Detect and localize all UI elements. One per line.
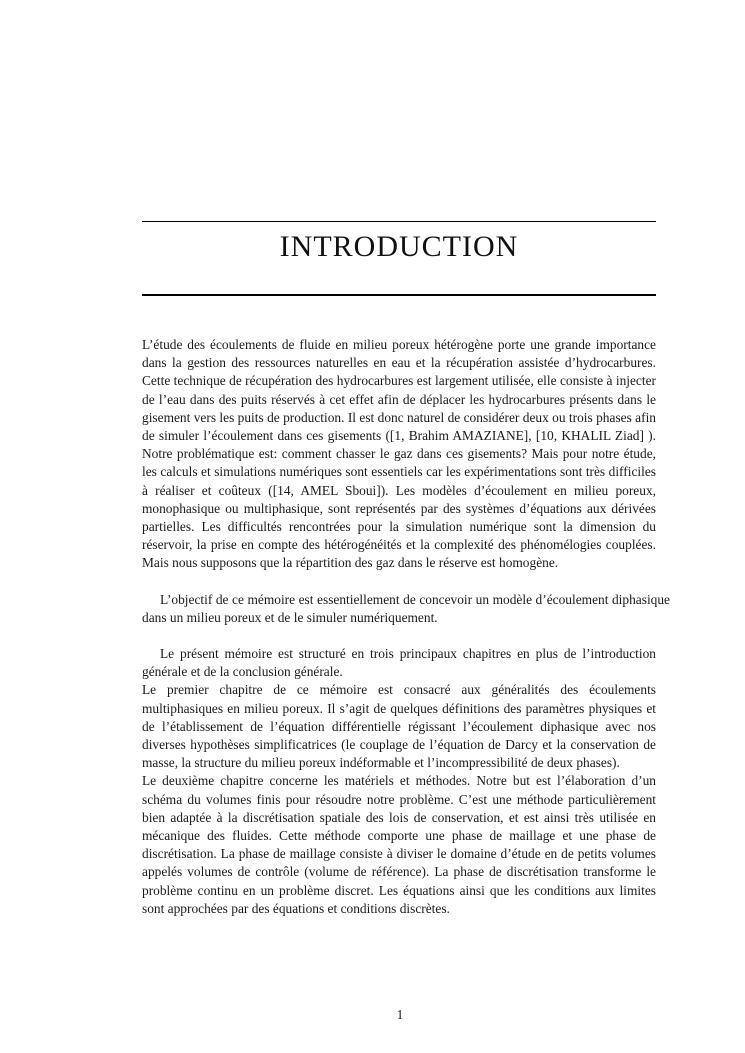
paragraph-context: L’étude des écoulements de fluide en milieu poreux hétérogène porte une grande importance dans la gestion des ressources naturelles en eau et la récupération assistée d’hydrocarbures. Cette technique de récupération des hydrocarbures est largement utilisée, elle consiste à injecter de l’eau dans des puits réservés à cet effet afin de déplacer les hydrocarbures présents dans le gisement vers les puits de production. Il est donc naturel de considérer deux ou trois phases afin de simuler l’écoulement dans ces gisements ([1, Brahim AMAZIANE], [10, KHALIL Ziad] ). Notre problématique est: comment chasser le gaz dans ces gisements? Mais pour notre étude, les calculs et simulations numériques sont essentiels car les expérimentations sont très difficiles à réaliser et coûteux ([14, AMEL Sboui]). Les modèles d’écoulement en milieu poreux, monophasique ou multiphasique, sont représentés par des systèmes d’équations aux dérivées partielles. Les difficultés rencontrées pour la simulation numérique sont la dimension du réservoir, la prise en compte des hétérogénéités et la complexité des phénomélogies couplées. Mais nous supposons que la répartition des gaz dans le réserve est homogène. <box>142 337 656 571</box>
paragraph-structure: Le présent mémoire est structuré en trois principaux chapitres en plus de l’introduction générale et de la conclusion générale. <box>142 646 656 680</box>
paragraph-chapter-two: Le deuxième chapitre concerne les matériels et méthodes. Notre but est l’élaboration d’un schéma du volumes finis pour résoudre notre problème. C’est une méthode particulièrement bien adaptée à la discrétisation spatiale des lois de conservation, et est ainsi très utilisée en mécanique des fluides. Cette méthode comporte une phase de maillage et une phase de discrétisation. La phase de maillage consiste à diviser le domaine d’étude en de petits volumes appelés volumes de contrôle (volume de référence). La phase de discrétisation transforme le problème continu en un problème discret. Les équations ainsi que les conditions aux limites sont approchées par des équations et conditions discrètes. <box>142 773 656 916</box>
page-number: 1 <box>396 1007 404 1022</box>
title-bottom-rule <box>142 294 656 296</box>
paragraph-objective: L’objectif de ce mémoire est essentiellement de concevoir un modèle d’écoulement diphasique dans un milieu poreux et de le simuler numériquement. <box>142 591 670 625</box>
chapter-title: INTRODUCTION <box>279 230 519 263</box>
title-top-rule <box>142 221 656 222</box>
body-text <box>142 336 670 918</box>
paragraph-chapter-one: Le premier chapitre de ce mémoire est consacré aux généralités des écoulements multiphasiques en milieu poreux. Il s’agit de quelques définitions des paramètres physiques et de l’établissement de l’équation différentielle régissant l’écoulement diphasique avec nos diverses hypothèses simplificatrices (le couplage de l’équation de Darcy et la conservation de masse, la structure du milieu poreux indéformable et l’incompressibilité de deux phases). <box>142 682 656 771</box>
